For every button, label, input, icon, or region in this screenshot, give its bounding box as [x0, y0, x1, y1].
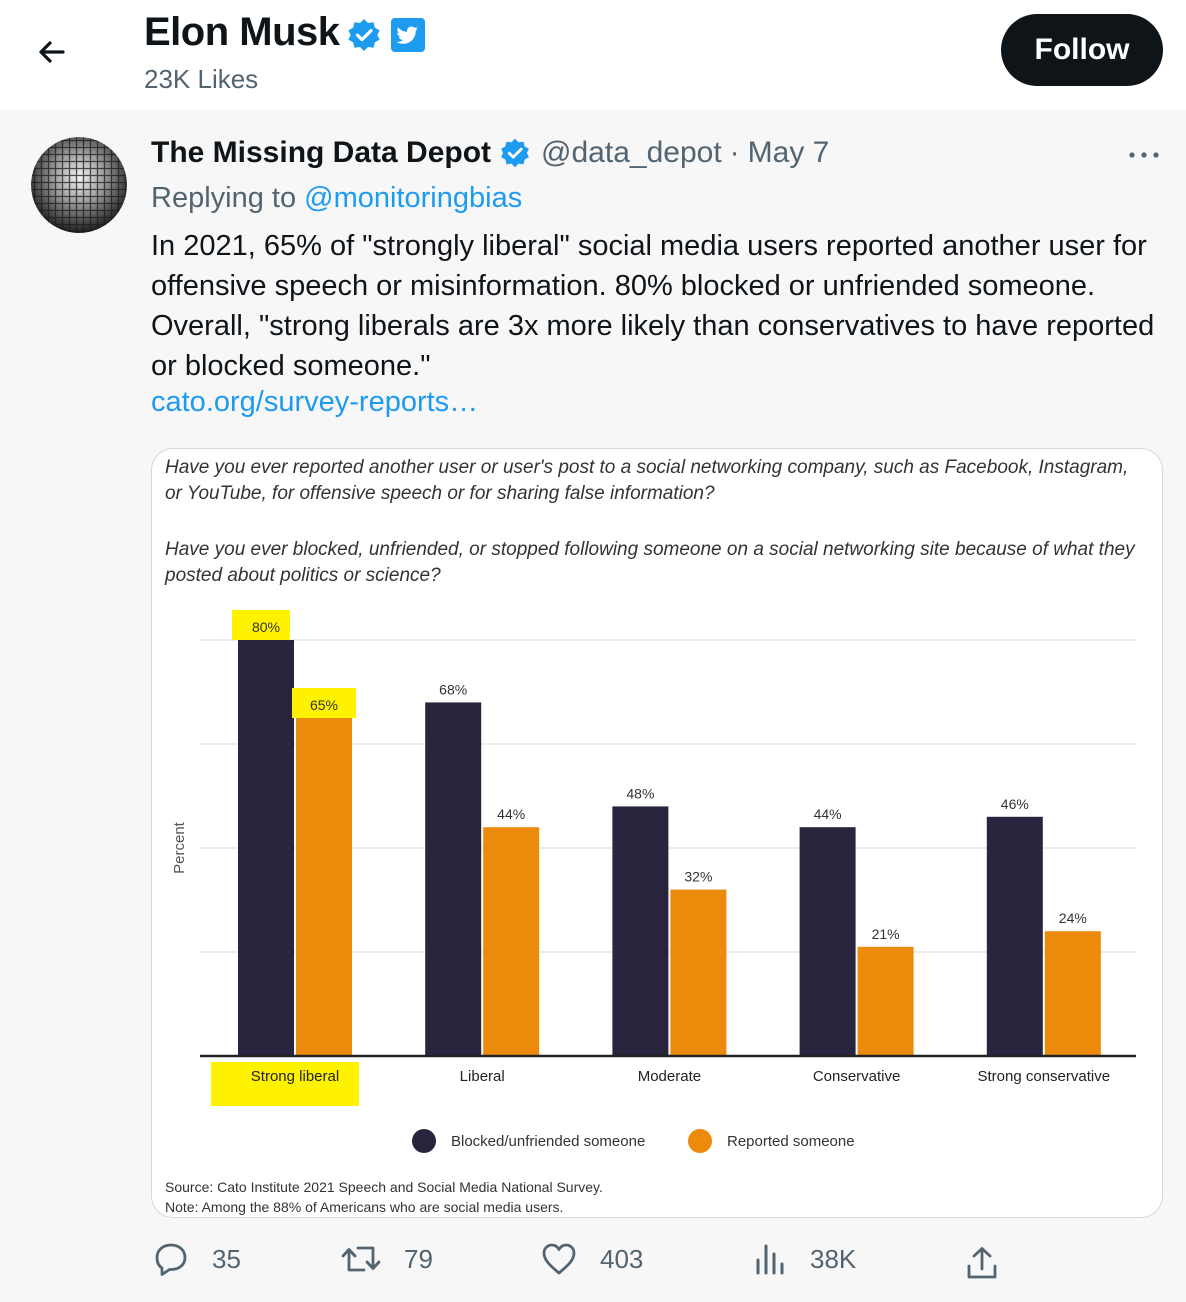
bar	[987, 817, 1043, 1056]
follow-button[interactable]: Follow	[1001, 14, 1163, 86]
like-button[interactable]	[540, 1240, 643, 1278]
x-tick-label: Moderate	[637, 1068, 702, 1085]
data-label: 21%	[871, 925, 900, 942]
avatar-image	[31, 137, 127, 233]
tweet-date[interactable]: May 7	[747, 136, 830, 169]
tweet-text: In 2021, 65% of "strongly liberal" social media users reported another user for offensive speech or misinformation. 80% blocked or unfriended someone. Overall, "strong liberals are 3x more likely than conservatives to have reported or blocked someone."	[151, 230, 1155, 382]
data-label: 44%	[813, 806, 842, 823]
retweet-button[interactable]	[340, 1240, 433, 1278]
bar	[800, 827, 856, 1056]
x-tick-label: Strong liberal	[250, 1068, 340, 1085]
views-button[interactable]	[754, 1240, 856, 1278]
profile-name: Elon Musk	[144, 10, 340, 54]
data-label: 80%	[251, 619, 281, 635]
bar	[858, 947, 914, 1056]
data-label: 24%	[1058, 910, 1087, 927]
tweet-link[interactable]: cato.org/survey-reports…	[151, 386, 479, 418]
replying-to-handle[interactable]: @monitoringbias	[304, 182, 523, 214]
bar	[1045, 931, 1101, 1056]
legend-label: Blocked/unfriended someone	[451, 1133, 646, 1150]
chart-question-2: Have you ever blocked, unfriended, or stopped following someone on a social networking site because of what they posted about politics or science?	[165, 539, 1135, 586]
replying-to	[151, 182, 522, 215]
retweet-count: 79	[404, 1243, 433, 1274]
bar	[483, 827, 539, 1056]
reply-button[interactable]	[152, 1240, 241, 1278]
chart-question-1: Have you ever reported another user or user's post to a social networking company, such as Facebook, Instagram, or YouTube, for offensive speech or for sharing false information?	[165, 457, 1129, 504]
bar	[612, 806, 668, 1056]
profile-likes-count: 23K Likes	[144, 64, 259, 94]
data-label: 68%	[439, 681, 468, 698]
reply-icon	[152, 1240, 190, 1278]
data-label: 32%	[684, 868, 713, 885]
views-count: 38K	[810, 1243, 857, 1274]
views-chart-icon	[754, 1240, 788, 1278]
tweet-author-name[interactable]: The Missing Data Depot	[151, 136, 492, 169]
note-line: Note: Among the 88% of Americans who are social media users.	[165, 1199, 564, 1215]
x-tick-label: Liberal	[459, 1068, 505, 1085]
verified-badge-icon	[499, 137, 531, 169]
legend-swatch	[412, 1129, 436, 1153]
legend-swatch	[688, 1129, 712, 1153]
twitter-bird-icon	[390, 17, 426, 53]
bar	[425, 702, 481, 1056]
share-icon[interactable]	[963, 1244, 1001, 1282]
data-label: 46%	[1000, 795, 1029, 812]
legend-label: Reported someone	[727, 1133, 855, 1150]
reply-count: 35	[212, 1243, 241, 1274]
tweet-actions	[0, 1240, 1186, 1290]
replying-to-label: Replying to	[151, 182, 297, 214]
data-label: 65%	[309, 697, 339, 713]
data-label: 44%	[497, 806, 526, 823]
x-tick-label: Conservative	[812, 1068, 901, 1085]
like-count: 403	[600, 1243, 644, 1274]
bar	[238, 640, 294, 1056]
tweet-header	[151, 136, 829, 170]
data-label: 48%	[626, 785, 655, 802]
x-tick-label: Strong conservative	[977, 1068, 1111, 1085]
more-options-icon[interactable]	[1126, 140, 1162, 170]
bar	[670, 890, 726, 1056]
chart-source	[165, 1177, 603, 1217]
retweet-icon	[340, 1240, 382, 1278]
avatar[interactable]	[31, 137, 127, 233]
profile-header	[0, 0, 1186, 110]
bar	[296, 718, 352, 1056]
chart-card[interactable]	[151, 448, 1163, 1218]
bar-chart	[152, 449, 1162, 1179]
source-line: Source: Cato Institute 2021 Speech and Social Media National Survey.	[165, 1179, 603, 1195]
profile-badges	[346, 17, 426, 53]
verified-badge-icon	[346, 17, 382, 53]
tweet-author-handle[interactable]: @data_depot	[541, 136, 722, 169]
heart-icon	[540, 1240, 578, 1278]
y-axis-label: Percent	[171, 822, 188, 874]
dot-separator: ·	[729, 136, 740, 169]
back-arrow-icon[interactable]	[30, 30, 74, 74]
